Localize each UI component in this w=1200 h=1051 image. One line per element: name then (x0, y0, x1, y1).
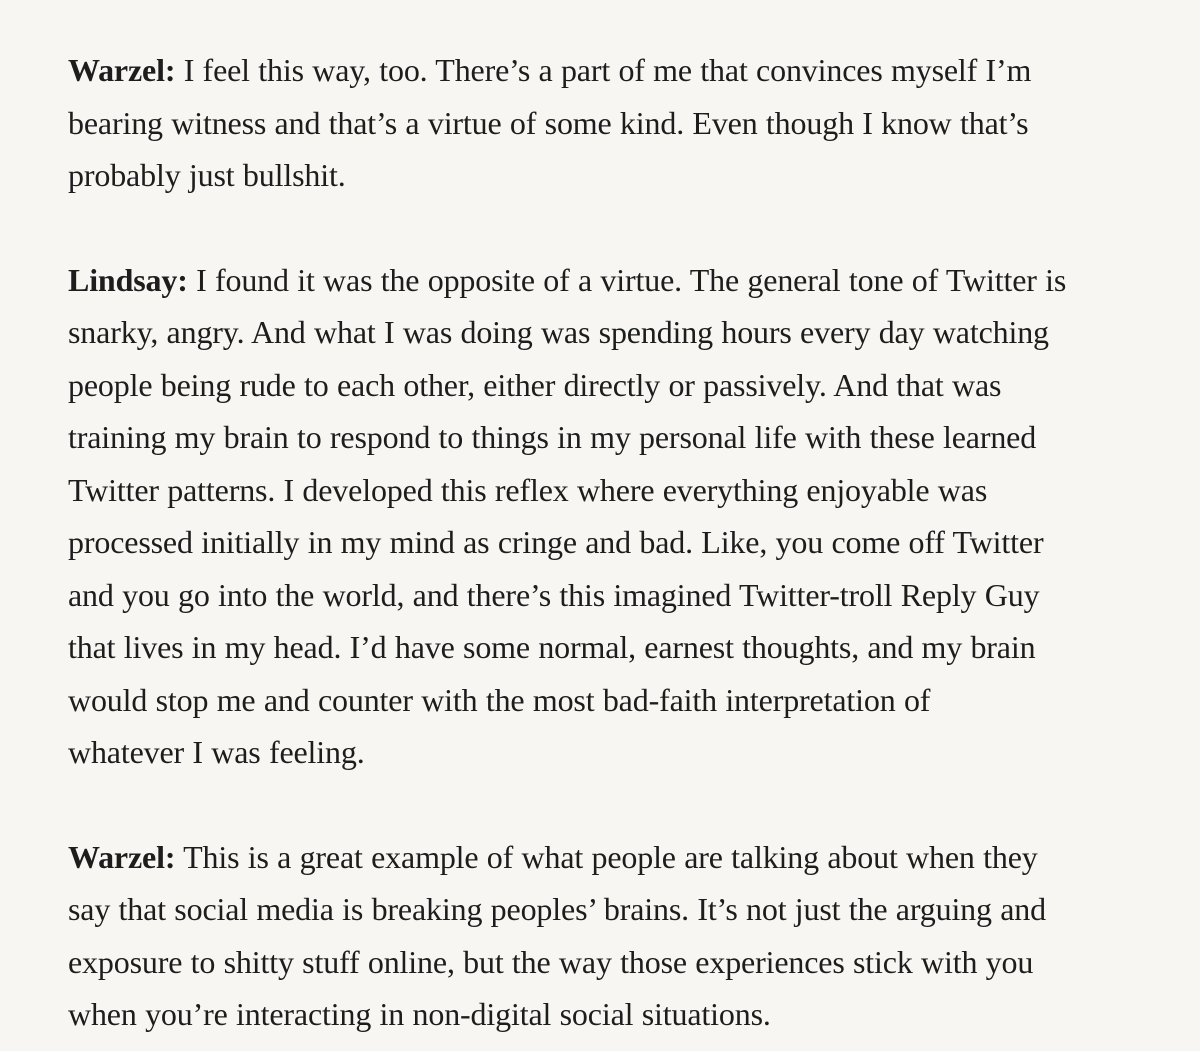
paragraph-line: probably just bullshit. (68, 157, 346, 193)
paragraph-line: I found it was the opposite of a virtue. The general tone of Twitter is (196, 261, 1067, 298)
paragraph-line: would stop me and counter with the most bad-faith interpretation of (68, 681, 931, 718)
paragraph-line: training my brain to respond to things in my personal life with these learned (68, 419, 1037, 455)
paragraph-line: when you’re interacting in non-digital social situations. (68, 996, 771, 1032)
paragraph-line: say that social media is breaking peoples’ brains. It’s not just the arguing and (68, 891, 1046, 927)
paragraph-lindsay (68, 254, 1168, 779)
paragraph-line: bearing witness and that’s a virtue of some kind. Even though I know that’s (68, 104, 1029, 141)
paragraph-warzel-1 (68, 44, 1168, 202)
paragraph-line: I feel this way, too. There’s a part of me that convinces myself I’m (183, 52, 1032, 88)
paragraph-line: that lives in my head. I’d have some normal, earnest thoughts, and my brain (68, 629, 1036, 665)
paragraph-warzel-2 (68, 831, 1168, 1041)
paragraph-line: This is a great example of what people are talking about when they (183, 838, 1038, 875)
speaker-name: Lindsay: (68, 261, 188, 298)
speaker-name: Warzel: (68, 52, 176, 88)
paragraph-line: people being rude to each other, either directly or passively. And that was (68, 366, 1002, 403)
paragraph-line: Twitter patterns. I developed this reflex where everything enjoyable was (68, 471, 988, 508)
paragraph-line: snarky, angry. And what I was doing was spending hours every day watching (68, 314, 1049, 350)
article-body (68, 44, 1168, 1041)
paragraph-line: processed initially in my mind as cringe and bad. Like, you come off Twitter (68, 524, 1044, 560)
paragraph-line: exposure to shitty stuff online, but the way those experiences stick with you (68, 943, 1034, 980)
paragraph-line: whatever I was feeling. (68, 734, 365, 770)
paragraph-line: and you go into the world, and there’s this imagined Twitter-troll Reply Guy (68, 576, 1040, 613)
speaker-name: Warzel: (68, 838, 176, 875)
